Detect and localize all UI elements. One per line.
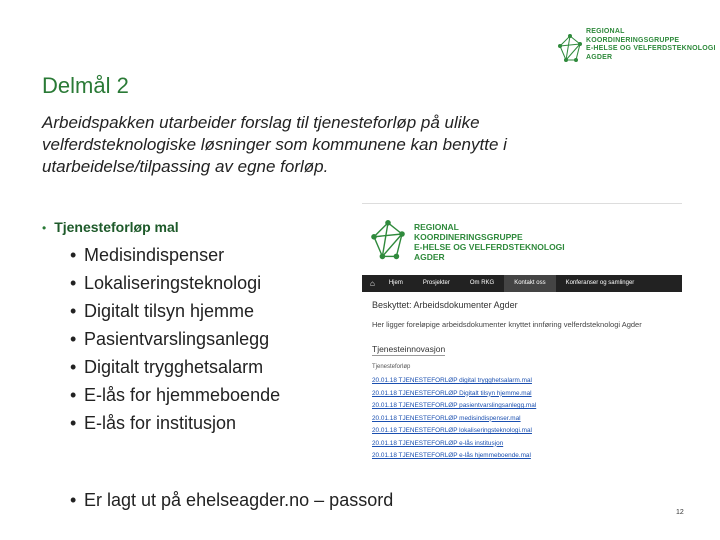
document-link[interactable]: 20.01.18 TJENESTEFORLØP digital trygghetsalarm.mal [372,377,532,384]
list-item-label: Medisindispenser [84,245,225,265]
logo-line: KOORDINERINGSGRUPPE [414,232,523,242]
logo-line: AGDER [414,252,445,262]
nav-item-kontakt-oss[interactable]: Kontakt oss [504,275,555,292]
list-item-label: Digitalt tilsyn hjemme [84,301,255,321]
list-item-label: Lokaliseringsteknologi [84,273,262,293]
website-small-label: Tjenesteforløp [372,364,411,370]
website-screenshot [362,203,682,468]
network-nodes-icon [368,220,408,262]
page-number: 12 [676,509,684,516]
organization-logo [556,28,716,72]
list-item [70,269,280,297]
list-item [70,241,280,269]
bullet: • [70,301,77,321]
document-link[interactable]: 20.01.18 TJENESTEFORLØP e-lås hjemmeboende.mal [372,452,531,459]
website-page-heading: Beskyttet: Arbeidsdokumenter Agder [372,300,518,310]
list-item-label: E-lås for institusjon [84,413,237,433]
list-item [70,353,280,381]
nav-item-hjem[interactable]: Hjem [388,280,403,286]
website-logo [368,218,568,266]
bullet: • [42,221,47,235]
bullet: • [70,273,77,293]
list-item [70,381,280,409]
logo-line: AGDER [586,53,613,61]
nav-item-konferanser[interactable]: Konferanser og samlinger [565,280,635,286]
bullet: • [70,490,77,510]
document-link[interactable]: 20.01.18 TJENESTEFORLØP Digitalt tilsyn hjemme.mal [372,389,532,397]
intro-paragraph: Arbeidspakken utarbeider forslag til tjenesteforløp på ulike velferdsteknologiske løsninger som kommunene kan benytte i utarbeidelse/tilpassing av egne forløp. [42,113,507,176]
logo-line: REGIONAL [586,28,625,35]
document-link[interactable]: 20.01.18 TJENESTEFORLØP lokaliseringsteknologi.mal [372,427,532,434]
list-item-label: Pasientvarslingsanlegg [84,329,270,349]
bullet: • [70,413,77,433]
logo-line: E-HELSE OG VELFERDSTEKNOLOGI [586,45,716,52]
document-link[interactable]: 20.01.18 TJENESTEFORLØP medisindispenser.mal [372,414,521,422]
network-nodes-icon [556,34,584,64]
list-item [70,409,280,437]
logo-line: REGIONAL [414,222,459,232]
website-nav-bar [362,275,682,292]
website-section-title: Tjenesteinnovasjon [372,344,446,354]
list-item-label: E-lås for hjemmeboende [84,385,281,405]
nav-item-om-rkg[interactable]: Om RKG [469,280,495,286]
document-link[interactable]: 20.01.18 TJENESTEFORLØP e-lås institusjon [372,439,504,447]
bullet: • [70,385,77,405]
section-label: Tjenesteforløp mal [54,219,179,235]
bullet: • [70,329,77,349]
slide-title: Delmål 2 [42,73,129,98]
home-icon[interactable]: ⌂ [370,279,375,288]
list-item [70,297,280,325]
logo-line: KOORDINERINGSGRUPPE [586,36,680,44]
list-item [70,325,280,353]
nav-item-prosjekter[interactable]: Prosjekter [422,280,450,286]
website-page-text: Her ligger foreløpige arbeidsdokumenter knyttet innføring velferdsteknologi Agder [372,320,642,329]
bullet: • [70,245,77,265]
footer-note [70,490,393,511]
document-link-list [372,375,536,463]
logo-line: E-HELSE OG VELFERDSTEKNOLOGI [414,242,565,252]
footer-text: Er lagt ut på ehelseagder.no – passord [84,490,394,510]
service-template-list [70,241,280,437]
document-link[interactable]: 20.01.18 TJENESTEFORLØP pasientvarslingsanlegg.mal [372,402,537,409]
section-heading [42,219,179,235]
list-item-label: Digitalt trygghetsalarm [84,357,264,377]
bullet: • [70,357,77,377]
website-logo-text [414,222,565,262]
logo-text [586,28,716,62]
